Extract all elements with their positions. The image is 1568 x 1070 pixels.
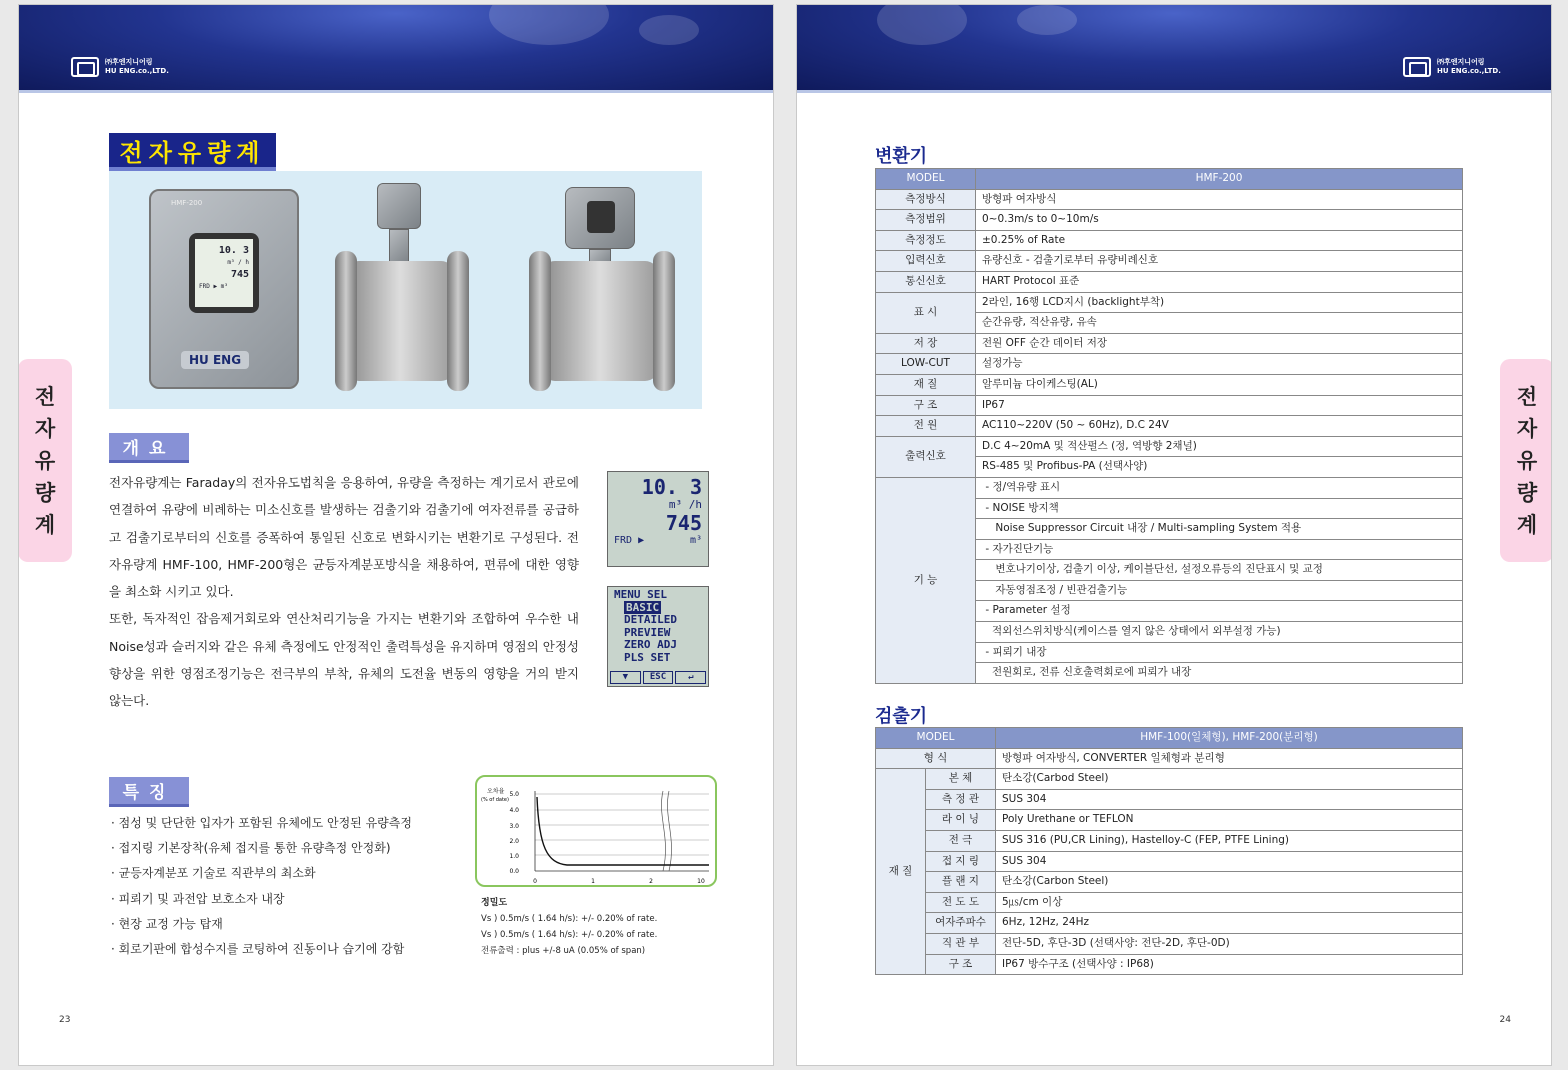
spec-label: 통신신호 [876, 271, 976, 292]
table-row [876, 189, 1463, 210]
detector-type-value: 방형파 여자방식, CONVERTER 일체형과 분리형 [996, 748, 1463, 769]
spec-label: 표 시 [876, 292, 976, 333]
spec-label: 출력신호 [876, 436, 976, 477]
lcd-menu-item: PREVIEW [624, 625, 671, 639]
chart-ytick: 4.0 [509, 807, 519, 814]
table-row [876, 913, 1463, 934]
side-tab-char: 유 [34, 448, 56, 473]
table-row [876, 892, 1463, 913]
spec-label: 재 질 [876, 374, 976, 395]
device-lcd-line2: m³ / h [227, 259, 249, 266]
lcd-menu-item: PLS SET [624, 650, 671, 664]
chart-xtick: 2 [649, 878, 653, 885]
company-logo [1403, 57, 1501, 77]
spec-value: 전단-5D, 후단-3D (선택사양: 전단-2D, 후단-0D) [996, 933, 1463, 954]
spec-value: 순간유량, 적산유량, 유속 [976, 313, 1463, 334]
header-banner [19, 5, 773, 93]
table-row [876, 477, 1463, 498]
side-tab-char: 량 [34, 480, 56, 505]
feature-list [111, 811, 412, 962]
lcd-menu-item: DETAILED [624, 613, 677, 626]
detector-header-model: MODEL [876, 728, 996, 749]
spec-label: 전 극 [926, 830, 996, 851]
spec-value: IP67 [976, 395, 1463, 416]
converter-title: 변환기 [875, 146, 928, 167]
lcd-value1: 10. 3 [641, 475, 702, 499]
page-number-right: 24 [1499, 1015, 1511, 1025]
chart-ytick: 1.0 [509, 853, 519, 860]
lcd-unit2: m³ [689, 535, 702, 546]
device-lcd-line4: FRD ▶ m³ [199, 283, 228, 290]
spec-value: 적외선스위치방식(케이스를 열지 않은 상태에서 외부설정 가능) [976, 622, 1463, 643]
left-page [18, 4, 774, 1066]
lcd-menu-panel [607, 586, 709, 687]
lcd-enter-button: ↵ [675, 671, 706, 684]
spec-label: 여자주파수 [926, 913, 996, 934]
spec-value: RS-485 및 Profibus-PA (선택사양) [976, 457, 1463, 478]
spec-label: 측정방식 [876, 189, 976, 210]
converter-spec-table [875, 168, 1463, 684]
spec-label: 본 체 [926, 769, 996, 790]
table-row [876, 374, 1463, 395]
spec-value: 유량신호 - 검출기로부터 유량비례신호 [976, 251, 1463, 272]
table-row [876, 954, 1463, 975]
spec-label: 전 원 [876, 416, 976, 437]
device-brand-label: HU ENG [181, 351, 249, 369]
side-tab-right [1500, 359, 1552, 562]
spec-label: 기 능 [876, 477, 976, 683]
product-photo [109, 171, 702, 409]
accuracy-chart-svg [477, 777, 719, 889]
logo-icon [1403, 57, 1431, 77]
spec-label: LOW-CUT [876, 354, 976, 375]
spec-value: Poly Urethane or TEFLON [996, 810, 1463, 831]
table-row [876, 333, 1463, 354]
detector-spec-table [875, 727, 1463, 975]
spec-value: 전원 OFF 순간 데이터 저장 [976, 333, 1463, 354]
spec-value: 탄소강(Carbod Steel) [996, 769, 1463, 790]
spec-value: SUS 304 [996, 789, 1463, 810]
side-tab-char: 유 [1516, 448, 1538, 473]
feature-item: · 점성 및 단단한 입자가 포함된 유체에도 안정된 유량측정 [111, 816, 412, 830]
spec-value: 6Hz, 12Hz, 24Hz [996, 913, 1463, 934]
brand-name-en: HU ENG.co.,LTD. [1437, 67, 1501, 75]
spec-label: 직 관 부 [926, 933, 996, 954]
material-group-label: 재 질 [876, 769, 926, 975]
side-tab-char: 전 [34, 384, 56, 409]
spec-value: ±0.25% of Rate [976, 230, 1463, 251]
device-lcd-line1: 10. 3 [218, 245, 249, 256]
spec-label: 구 조 [876, 395, 976, 416]
accuracy-note-line: Vs ) 0.5m/s ( 1.64 h/s): +/- 0.20% of rate. [481, 914, 658, 924]
spec-value: 자동영점조정 / 빈관검출기능 [976, 580, 1463, 601]
spec-value: - 정/역유량 표시 [976, 477, 1463, 498]
lcd-esc-button: ESC [643, 671, 674, 684]
feature-item: · 균등자계분포 기술로 직관부의 최소화 [111, 866, 316, 881]
table-row [876, 416, 1463, 437]
right-page [796, 4, 1552, 1066]
spec-value: - 자가진단기능 [976, 539, 1463, 560]
table-row [876, 830, 1463, 851]
table-row [876, 251, 1463, 272]
table-row [876, 210, 1463, 231]
table-row [876, 230, 1463, 251]
chart-xtick: 0 [533, 878, 537, 885]
table-row [876, 354, 1463, 375]
overview-paragraph: 전자유량계는 Faraday의 전자유도법칙을 응용하여, 유량을 측정하는 계기로서 관로에 연결하여 유량에 비례하는 미소신호를 발생하는 검출기와 검출기에 여자전류를 공급하고 검출기로부터의 신호를 증폭하여 통일된 신호로 변화시키는 변환기로 구성된다. 전자유량계 HMF-100, HMF-200형은 균등자계분포방식을 채용하여, 편류에 대한 영향을 최소화 시키고 있다. [109, 475, 579, 600]
chart-xtick: 1 [591, 878, 595, 885]
side-tab-char: 계 [1516, 512, 1538, 537]
converter-device-image [149, 189, 299, 389]
spec-value: 탄소강(Carbon Steel) [996, 872, 1463, 893]
side-tab-char: 량 [1516, 480, 1538, 505]
table-row [876, 872, 1463, 893]
chart-ytick: 5.0 [509, 791, 519, 798]
lcd-display-panel [607, 471, 709, 567]
spec-value: SUS 304 [996, 851, 1463, 872]
side-tab-left [18, 359, 72, 562]
brand-name-kr: ㈜후엔지니어링 [1437, 58, 1485, 66]
spec-label: 측정범위 [876, 210, 976, 231]
spec-label: 저 장 [876, 333, 976, 354]
feature-item: · 현장 교정 가능 탑재 [111, 916, 223, 931]
table-row [876, 789, 1463, 810]
accuracy-chart [475, 775, 717, 887]
chart-ytick: 2.0 [509, 838, 519, 845]
detector-header-row [876, 728, 1463, 749]
spec-label: 측 정 관 [926, 789, 996, 810]
spec-value: SUS 316 (PU,CR Lining), Hastelloy-C (FEP, PTFE Lining) [996, 830, 1463, 851]
chart-axis-break [661, 791, 671, 871]
spec-label: 구 조 [926, 954, 996, 975]
table-row [876, 748, 1463, 769]
chart-xtick: 10 [697, 878, 705, 885]
side-tab-char: 자 [34, 416, 56, 441]
accuracy-notes-heading: 정밀도 [481, 898, 508, 908]
detector-title: 검출기 [875, 706, 928, 727]
lcd-down-button: ▼ [610, 671, 641, 684]
accuracy-notes [481, 895, 657, 959]
spec-value: AC110~220V (50 ~ 60Hz), D.C 24V [976, 416, 1463, 437]
spec-value: - NOISE 방지책 [976, 498, 1463, 519]
lcd-value2: 745 [665, 511, 702, 535]
spec-value: 0~0.3m/s to 0~10m/s [976, 210, 1463, 231]
spec-value: Noise Suppressor Circuit 내장 / Multi-sampling System 적용 [976, 519, 1463, 540]
table-row [876, 769, 1463, 790]
header-banner [797, 5, 1551, 93]
side-tab-char: 전 [1516, 384, 1538, 409]
spec-value: - 피뢰기 내장 [976, 642, 1463, 663]
spec-label: 입력신호 [876, 251, 976, 272]
table-row [876, 933, 1463, 954]
brand-name-en: HU ENG.co.,LTD. [105, 67, 169, 75]
table-row [876, 810, 1463, 831]
overview-text [109, 469, 579, 715]
overview-heading: 개요 [109, 433, 189, 463]
table-row [876, 395, 1463, 416]
lcd-direction: FRD ▶ [614, 535, 645, 546]
side-tab-char: 계 [34, 512, 56, 537]
table-row [876, 436, 1463, 457]
company-logo [71, 57, 169, 77]
spec-value: D.C 4~20mA 및 적산펄스 (정, 역방향 2채널) [976, 436, 1463, 457]
lcd-menu-item: ZERO ADJ [624, 638, 677, 651]
table-row [876, 292, 1463, 313]
device-screen [189, 233, 259, 313]
spec-label: 플 랜 지 [926, 872, 996, 893]
side-tab-char: 자 [1516, 416, 1538, 441]
lcd-unit1: m³ /h [668, 498, 702, 511]
feature-item: · 피뢰기 및 과전압 보호소자 내장 [111, 891, 285, 906]
logo-icon [71, 57, 99, 77]
spec-value: 2라인, 16행 LCD지시 (backlight부착) [976, 292, 1463, 313]
chart-ylabel-sub: (% of date) [481, 797, 509, 803]
spec-value: - Parameter 설정 [976, 601, 1463, 622]
spec-value: 알루미늄 다이케스팅(AL) [976, 374, 1463, 395]
spec-value: 5㎲/cm 이상 [996, 892, 1463, 913]
table-row [876, 851, 1463, 872]
feature-item: · 회로기판에 합성수지를 코팅하여 진동이나 습기에 강함 [111, 942, 405, 957]
spec-label: 전 도 도 [926, 892, 996, 913]
spec-value: 변호나기이상, 검출기 이상, 케이블단선, 설정오류등의 진단표시 및 교정 [976, 560, 1463, 581]
converter-header-row [876, 169, 1463, 190]
feature-item: · 접지링 기본장착(유체 접지를 통한 유량측정 안정화) [111, 841, 391, 856]
device-lcd-line3: 745 [230, 269, 249, 280]
detector-type-label: 형 식 [876, 748, 996, 769]
page-number-left: 23 [59, 1015, 71, 1025]
spec-value: HART Protocol 표준 [976, 271, 1463, 292]
spec-value: 방형파 여자방식 [976, 189, 1463, 210]
detector-header-value: HMF-100(일체형), HMF-200(분리형) [996, 728, 1463, 749]
chart-ytick: 0.0 [509, 868, 519, 875]
spec-label: 측정정도 [876, 230, 976, 251]
spec-value: 설정가능 [976, 354, 1463, 375]
spec-label: 접 지 링 [926, 851, 996, 872]
accuracy-note-line: Vs ) 0.5m/s ( 1.64 h/s): +/- 0.20% of rate. [481, 930, 658, 940]
accuracy-note-line: 전류출력 : plus +/-8 uA (0.05% of span) [481, 946, 646, 956]
lcd-menu-item-selected: BASIC [626, 600, 660, 614]
overview-paragraph: 또한, 독자적인 잡음제거회로와 연산처리기능을 가지는 변환기와 조합하여 우수한 내 Noise성과 슬러지와 같은 유체 측정에도 안정적인 출력특성을 유지하며 영점의 안정성 향상을 위한 영점조정기능은 전극부의 부착, 유체의 도전율 변동의 영향을 거의 받지 않는다. [109, 611, 579, 709]
features-heading: 특징 [109, 777, 189, 807]
converter-header-value: HMF-200 [976, 169, 1463, 190]
converter-header-model: MODEL [876, 169, 976, 190]
table-row [876, 271, 1463, 292]
page-title: 전자유량계 [109, 133, 276, 171]
spec-value: IP67 방수구조 (선택사양 : IP68) [996, 954, 1463, 975]
device-model-label: HMF-200 [171, 199, 203, 207]
chart-gridlines [535, 794, 709, 855]
brand-name-kr: ㈜후엔지니어링 [105, 58, 153, 66]
spec-value: 전원회로, 전류 신호출력회로에 피뢰가 내장 [976, 663, 1463, 684]
chart-ylabel: 오차율 [487, 788, 505, 795]
spec-label: 라 이 닝 [926, 810, 996, 831]
lcd-menu-header: MENU SEL [614, 588, 667, 601]
chart-ytick: 3.0 [509, 823, 519, 830]
